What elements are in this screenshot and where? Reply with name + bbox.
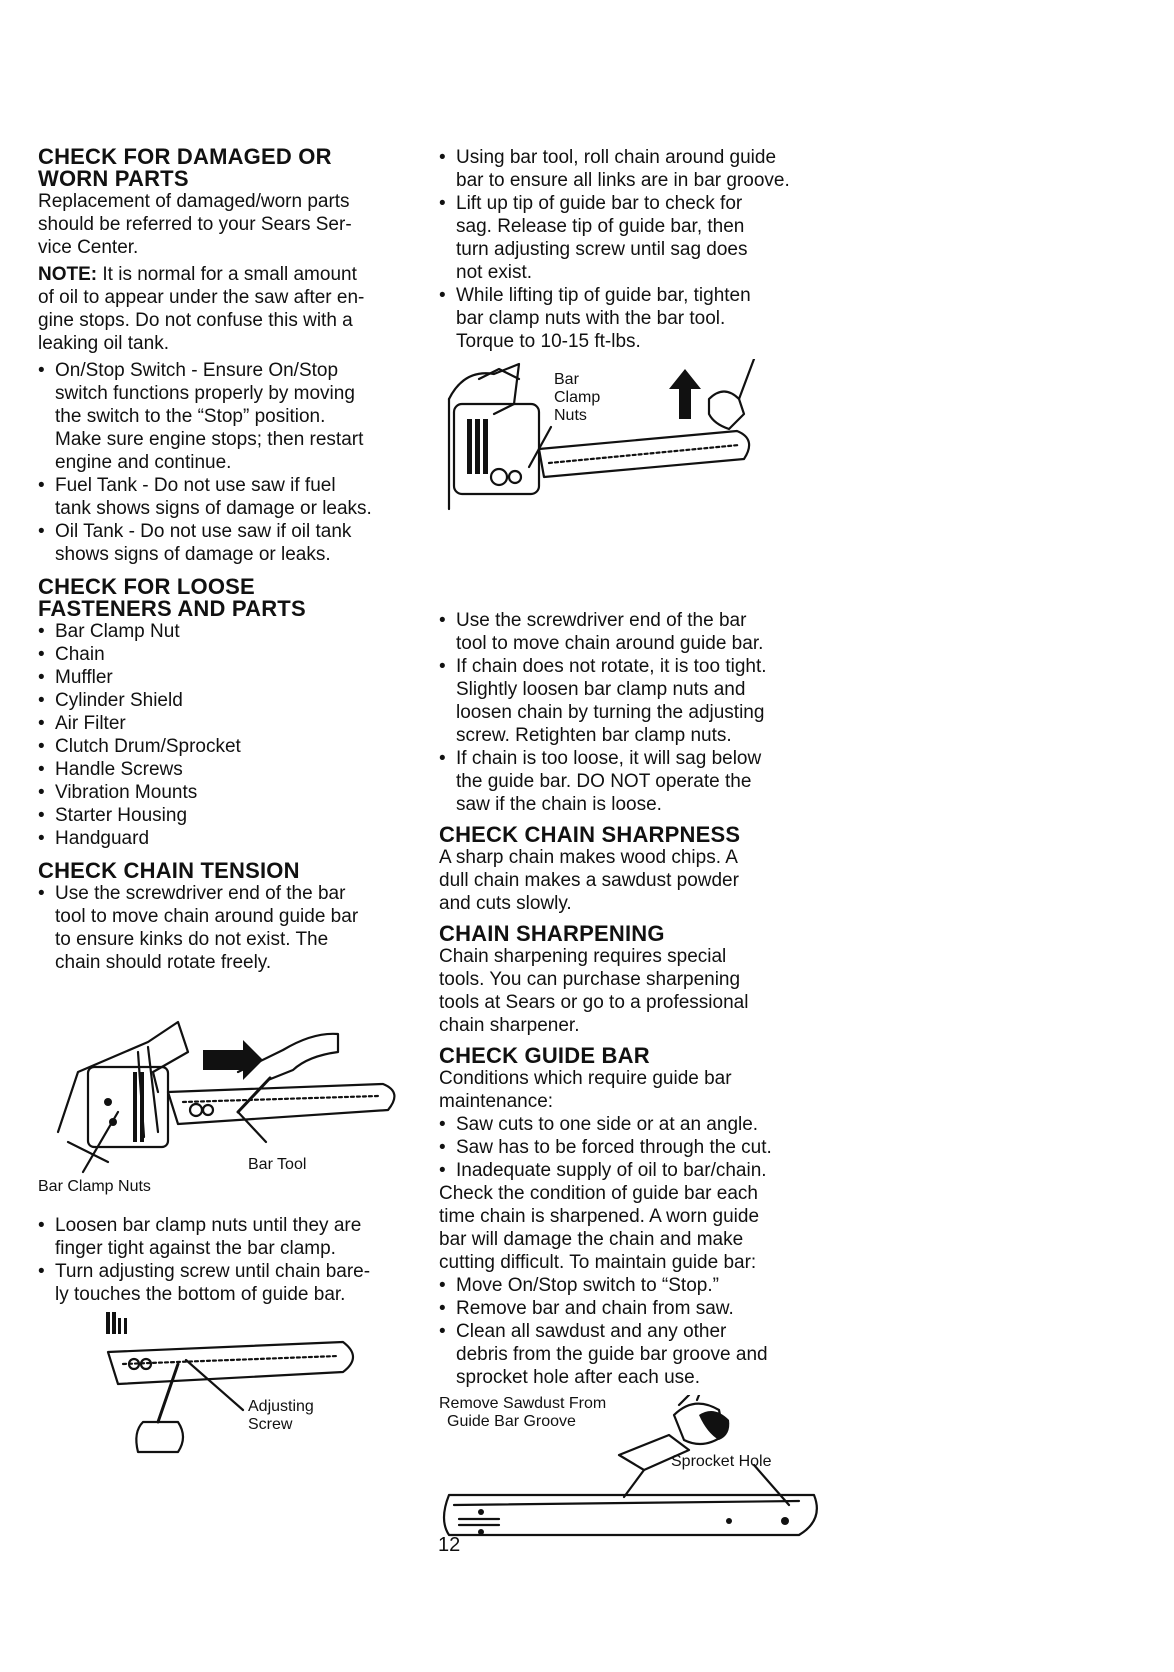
list-item: • Inadequate supply of oil to bar/chain. [439, 1159, 839, 1182]
heading-guide-bar: CHECK GUIDE BAR [439, 1043, 650, 1068]
section-loose-fasteners [38, 576, 430, 850]
list-item: • If chain does not rotate, it is too tight. Slightly loosen bar clamp nuts and loosen chain by turning the adjusting screw. Retighten bar clamp nuts. [439, 655, 839, 747]
fastener-list [38, 620, 430, 850]
list-item: • Fuel Tank - Do not use saw if fuel tank shows signs of damage or leaks. [38, 474, 430, 520]
adjust-list [38, 1214, 430, 1306]
list-item: • Air Filter [38, 712, 430, 735]
right-column [439, 146, 839, 1545]
heading-loose-fasteners: CHECK FOR LOOSE FASTENERS AND PARTS [38, 574, 306, 621]
sharpness-text: A sharp chain makes wood chips. A dull chain makes a sawdust powder and cuts slowly. [439, 847, 739, 914]
list-item: • Clutch Drum/Sprocket [38, 735, 430, 758]
tension-list [38, 882, 430, 974]
roll-chain-list [439, 146, 839, 353]
caption-adjusting-screw: Adjusting Screw [248, 1398, 314, 1433]
list-item: • Clean all sawdust and any other debris from the guide bar groove and sprocket hole after each use. [439, 1320, 839, 1389]
note-label: NOTE: [38, 264, 98, 285]
list-item: • Muffler [38, 666, 430, 689]
list-item: • Remove bar and chain from saw. [439, 1297, 839, 1320]
list-item: • Handle Screws [38, 758, 430, 781]
chainsaw-bar-tool-illustration [38, 992, 430, 1202]
caption-remove-sawdust: Remove Sawdust From Guide Bar Groove [439, 1395, 607, 1430]
list-item: • Oil Tank - Do not use saw if oil tank shows signs of damage or leaks. [38, 520, 430, 566]
figure-bar-clamp-nuts [439, 359, 779, 609]
section-chain-sharpening [439, 923, 839, 1037]
list-item: • If chain is too loose, it will sag below the guide bar. DO NOT operate the saw if the chain is loose. [439, 747, 839, 816]
caption-bar-clamp-nuts-right: Bar Clamp Nuts [554, 371, 601, 424]
list-item: • Turn adjusting screw until chain bare- ly touches the bottom of guide bar. [38, 1260, 430, 1306]
heading-chain-tension: CHECK CHAIN TENSION [38, 858, 300, 883]
list-item: • Chain [38, 643, 430, 666]
list-item: • Using bar tool, roll chain around guide bar to ensure all links are in bar groove. [439, 146, 839, 192]
list-item: • Move On/Stop switch to “Stop.” [439, 1274, 839, 1297]
figure-bar-tool-chain [38, 992, 430, 1202]
guide-bar-steps [439, 1274, 839, 1389]
list-item: • Cylinder Shield [38, 689, 430, 712]
list-item: • Handguard [38, 827, 430, 850]
list-item: • Starter Housing [38, 804, 430, 827]
damaged-list [38, 359, 430, 566]
arrow-up-icon [669, 369, 701, 419]
left-column [38, 146, 430, 1462]
damaged-intro: Replacement of damaged/worn parts should be referred to your Sears Ser- vice Center. [38, 191, 352, 258]
guide-bar-intro: Conditions which require guide bar maintenance: [439, 1068, 732, 1112]
list-item: • On/Stop Switch - Ensure On/Stop switch functions properly by moving the switch to the “Stop” position. Make sure engine stops; then restart engine and continue. [38, 359, 430, 474]
damaged-note: NOTE: It is normal for a small amount of oil to appear under the saw after en- gine stops. Do not confuse this with a leaking oil tank. [38, 264, 365, 354]
rotate-chain-list [439, 609, 839, 816]
page-number: 12 [438, 1534, 461, 1556]
list-item: • Use the screwdriver end of the bar tool to move chain around guide bar. [439, 609, 839, 655]
glove-icon [699, 1411, 729, 1440]
guide-bar-text: Check the condition of guide bar each time chain is sharpened. A worn guide bar will damage the chain and make cutting difficult. To maintain guide bar: [439, 1183, 760, 1273]
caption-bar-clamp-nuts: Bar Clamp Nuts [38, 1178, 151, 1195]
figure-adjusting-screw [38, 1312, 430, 1462]
list-item: • Lift up tip of guide bar to check for sag. Release tip of guide bar, then turn adjusting screw until sag does not exist. [439, 192, 839, 284]
arrow-icon [203, 1040, 263, 1080]
figure-guide-bar-cleaning [439, 1395, 839, 1545]
list-item: • While lifting tip of guide bar, tighten bar clamp nuts with the bar tool. Torque to 10-15 ft-lbs. [439, 284, 839, 353]
list-item: • Bar Clamp Nut [38, 620, 430, 643]
caption-sprocket-hole: Sprocket Hole [671, 1453, 772, 1470]
guide-bar-conditions [439, 1113, 839, 1182]
heading-chain-sharpening: CHAIN SHARPENING [439, 921, 665, 946]
sharpening-text: Chain sharpening requires special tools. You can purchase sharpening tools at Sears or go to a professional chain sharpener. [439, 946, 749, 1036]
heading-damaged-parts: CHECK FOR DAMAGED OR WORN PARTS [38, 144, 332, 191]
section-guide-bar [439, 1045, 839, 1389]
heading-chain-sharpness: CHECK CHAIN SHARPNESS [439, 822, 741, 847]
list-item: • Saw has to be forced through the cut. [439, 1136, 839, 1159]
list-item: • Use the screwdriver end of the bar tool to move chain around guide bar to ensure kinks do not exist. The chain should rotate freely. [38, 882, 430, 974]
caption-bar-tool: Bar Tool [248, 1156, 307, 1173]
list-item: • Vibration Mounts [38, 781, 430, 804]
section-chain-tension [38, 860, 430, 974]
section-chain-sharpness [439, 824, 839, 915]
section-damaged-parts [38, 146, 430, 566]
list-item: • Saw cuts to one side or at an angle. [439, 1113, 839, 1136]
list-item: • Loosen bar clamp nuts until they are finger tight against the bar clamp. [38, 1214, 430, 1260]
bar-clamp-tightening-illustration [439, 359, 779, 609]
adjusting-screw-illustration [38, 1312, 430, 1462]
